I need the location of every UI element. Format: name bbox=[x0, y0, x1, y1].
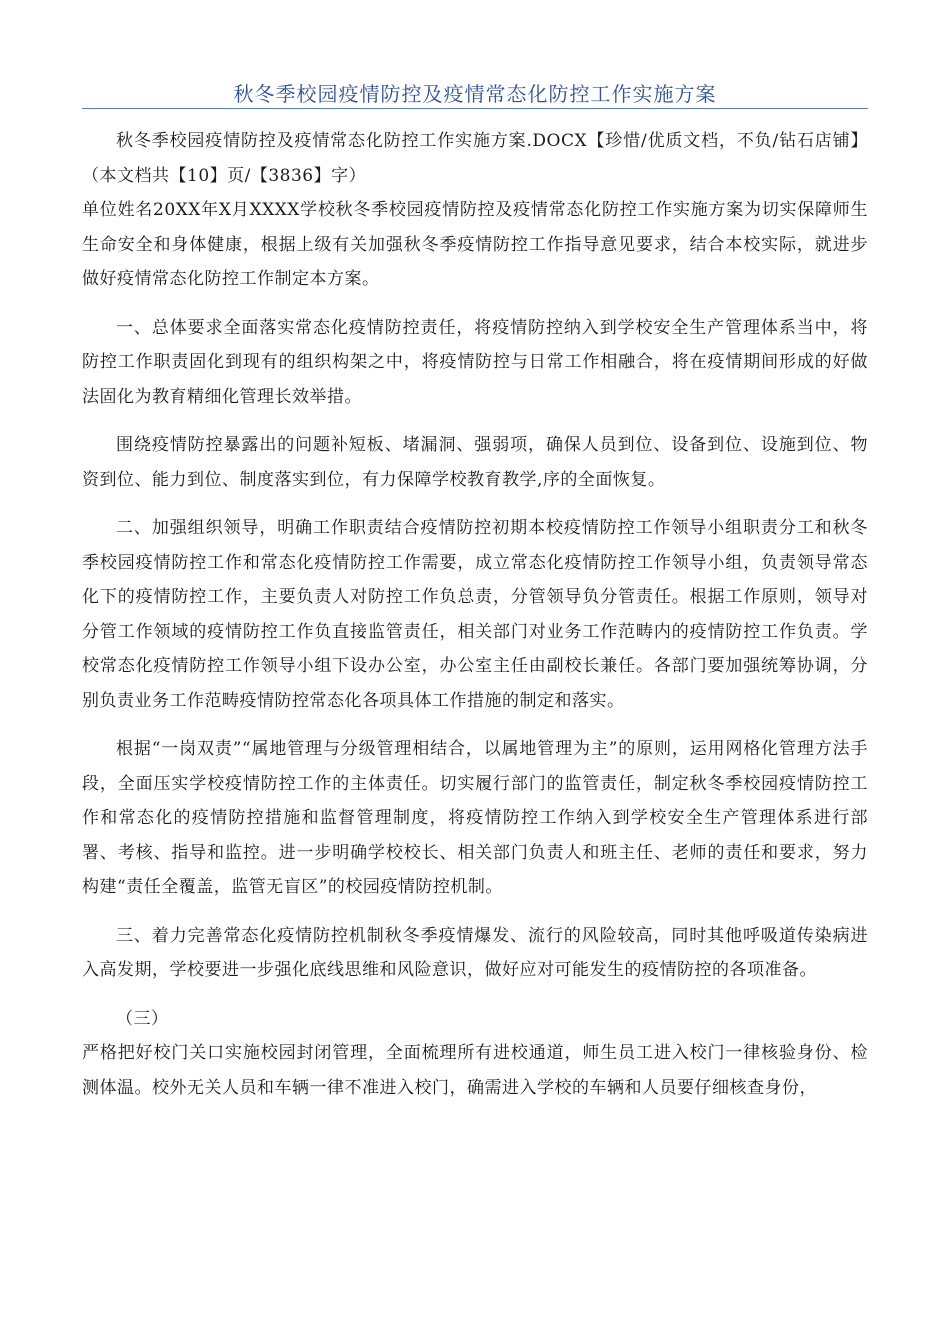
intro-paragraph: 秋冬季校园疫情防控及疫情常态化防控工作实施方案.DOCX【珍惜/优质文档，不负/钻石店铺】（本文档共【10】页/【3836】字） bbox=[82, 131, 868, 186]
header-divider bbox=[82, 108, 868, 109]
page-header-title: 秋冬季校园疫情防控及疫情常态化防控工作实施方案 bbox=[233, 82, 717, 106]
section-heading-3: （三） bbox=[116, 1008, 169, 1029]
paragraph-3: 围绕疫情防控暴露出的问题补短板、堵漏洞、强弱项，确保人员到位、设备到位、设施到位、物资到位、能力到位、制度落实到位，有力保障学校教育教学,序的全面恢复。 bbox=[82, 435, 868, 490]
document-body bbox=[82, 124, 868, 1105]
paragraph-1: 单位姓名20XX年X月XXXX学校秋冬季校园疫情防控及疫情常态化防控工作实施方案为切实保障师生生命安全和身体健康，根据上级有关加强秋冬季疫情防控工作指导意见要求，结合本校实际，就进步做好疫情常态化防控工作制定本方案。 bbox=[82, 200, 868, 289]
paragraph-6: 三、着力完善常态化疫情防控机制秋冬季疫情爆发、流行的风险较高，同时其他呼吸道传染病进入高发期，学校要进一步强化底线思维和风险意识，做好应对可能发生的疫情防控的各项准备。 bbox=[82, 925, 868, 980]
paragraph-4: 二、加强组织领导，明确工作职责结合疫情防控初期本校疫情防控工作领导小组职责分工和秋冬季校园疫情防控工作和常态化疫情防控工作需要，成立常态化疫情防控工作领导小组，负责领导常态化下的疫情防控工作，主要负责人对防控工作负总责，分管领导负分管责任。根据工作原则，领导对分管工作领域的疫情防控工作负直接监管责任，相关部门对业务工作范畴内的疫情防控工作负责。学校常态化疫情防控工作领导小组下设办公室，办公室主任由副校长兼任。各部门要加强统筹协调，分别负责业务工作范畴疫情防控常态化各项具体工作措施的制定和落实。 bbox=[82, 518, 868, 711]
paragraph-7: 严格把好校门关口实施校园封闭管理，全面梳理所有进校通道，师生员工进入校门一律核验身份、检测体温。校外无关人员和车辆一律不准进入校门，确需进入学校的车辆和人员要仔细核查身份， bbox=[82, 1043, 868, 1098]
paragraph-2: 一、总体要求全面落实常态化疫情防控责任，将疫情防控纳入到学校安全生产管理体系当中，将防控工作职责固化到现有的组织构架之中，将疫情防控与日常工作相融合，将在疫情期间形成的好做法固化为教育精细化管理长效举措。 bbox=[82, 317, 868, 407]
paragraph-5: 根据“一岗双责”“属地管理与分级管理相结合，以属地管理为主”的原则，运用网格化管理方法手段，全面压实学校疫情防控工作的主体责任。切实履行部门的监管责任，制定秋冬季校园疫情防控工作和常态化的疫情防控措施和监督管理制度，将疫情防控工作纳入到学校安全生产管理体系进行部署、考核、指导和监控。进一步明确学校校长、相关部门负责人和班主任、老师的责任和要求，努力构建“责任全覆盖，监管无盲区”的校园疫情防控机制。 bbox=[82, 739, 868, 897]
